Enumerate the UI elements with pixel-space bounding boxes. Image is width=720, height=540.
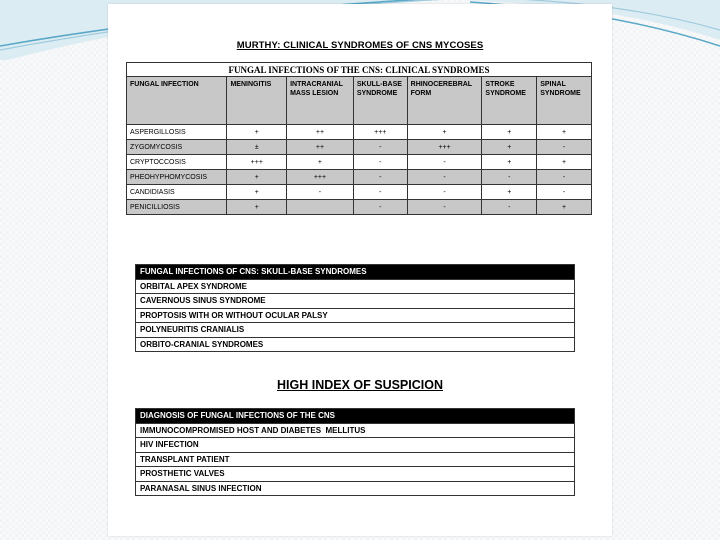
table-cell: - — [353, 140, 407, 155]
table-cell: - — [353, 155, 407, 170]
list-header: FUNGAL INFECTIONS OF CNS: SKULL-BASE SYNDROMES — [136, 265, 575, 280]
table-cell: + — [227, 170, 287, 185]
table-cell: - — [407, 185, 482, 200]
table-cell: - — [482, 170, 537, 185]
document-title: MURTHY: CLINICAL SYNDROMES OF CNS MYCOSES — [236, 40, 484, 51]
list-item: CAVERNOUS SINUS SYNDROME — [136, 294, 575, 309]
table-cell: - — [537, 185, 592, 200]
diagnosis-table — [135, 408, 575, 496]
list-item: PROPTOSIS WITH OR WITHOUT OCULAR PALSY — [136, 308, 575, 323]
table-cell: - — [353, 185, 407, 200]
table-cell: + — [482, 185, 537, 200]
list-item: IMMUNOCOMPROMISED HOST AND DIABETES MELLITUS — [136, 423, 575, 438]
list-item: POLYNEURITIS CRANIALIS — [136, 323, 575, 338]
list-item: HIV INFECTION — [136, 438, 575, 453]
infection-name: ASPERGILLOSIS — [127, 125, 227, 140]
table-cell: +++ — [407, 140, 482, 155]
column-header: FUNGAL INFECTION — [127, 77, 227, 125]
table-row — [127, 140, 592, 155]
table-cell: + — [227, 185, 287, 200]
list-item: PARANASAL SINUS INFECTION — [136, 481, 575, 496]
infection-name: PHEOHYPHOMYCOSIS — [127, 170, 227, 185]
table-cell: + — [537, 200, 592, 215]
table-header-row — [127, 77, 592, 125]
table-cell: + — [537, 155, 592, 170]
list-item: TRANSPLANT PATIENT — [136, 452, 575, 467]
column-header: INTRACRANIAL MASS LESION — [287, 77, 354, 125]
table-cell: + — [482, 140, 537, 155]
table-cell: +++ — [227, 155, 287, 170]
table-cell: +++ — [287, 170, 354, 185]
table-cell: + — [227, 125, 287, 140]
table-cell: + — [407, 125, 482, 140]
table-cell: - — [482, 200, 537, 215]
list-header: DIAGNOSIS OF FUNGAL INFECTIONS OF THE CNS — [136, 409, 575, 424]
clinical-syndromes-table — [126, 62, 592, 215]
table-row — [127, 125, 592, 140]
table-row — [127, 170, 592, 185]
table-cell: - — [537, 170, 592, 185]
infection-name: CRYPTOCCOSIS — [127, 155, 227, 170]
list-item: ORBITAL APEX SYNDROME — [136, 279, 575, 294]
table-cell: + — [482, 125, 537, 140]
column-header: MENINGITIS — [227, 77, 287, 125]
table-cell: +++ — [353, 125, 407, 140]
column-header: SKULL-BASE SYNDROME — [353, 77, 407, 125]
section-title: HIGH INDEX OF SUSPICION — [277, 378, 443, 392]
table-cell: ++ — [287, 140, 354, 155]
table-row — [127, 185, 592, 200]
list-item: PROSTHETIC VALVES — [136, 467, 575, 482]
table-cell: - — [353, 170, 407, 185]
skull-base-syndromes-table — [135, 264, 575, 352]
list-item: ORBITO-CRANIAL SYNDROMES — [136, 337, 575, 352]
infection-name: PENICILLIOSIS — [127, 200, 227, 215]
table-cell: - — [287, 185, 354, 200]
table-cell — [287, 200, 354, 215]
table-cell: - — [407, 170, 482, 185]
infection-name: ZYGOMYCOSIS — [127, 140, 227, 155]
table-cell: - — [407, 155, 482, 170]
table-caption: FUNGAL INFECTIONS OF THE CNS: CLINICAL SYNDROMES — [127, 63, 592, 77]
table-row — [127, 200, 592, 215]
table-cell: + — [537, 125, 592, 140]
column-header: SPINAL SYNDROME — [537, 77, 592, 125]
column-header: STROKE SYNDROME — [482, 77, 537, 125]
table-cell: ± — [227, 140, 287, 155]
table-cell: - — [537, 140, 592, 155]
table-cell: + — [482, 155, 537, 170]
table-cell: - — [407, 200, 482, 215]
table-row — [127, 155, 592, 170]
infection-name: CANDIDIASIS — [127, 185, 227, 200]
table-cell: - — [353, 200, 407, 215]
column-header: RHINOCEREBRAL FORM — [407, 77, 482, 125]
table-cell: + — [227, 200, 287, 215]
table-cell: + — [287, 155, 354, 170]
table-cell: ++ — [287, 125, 354, 140]
